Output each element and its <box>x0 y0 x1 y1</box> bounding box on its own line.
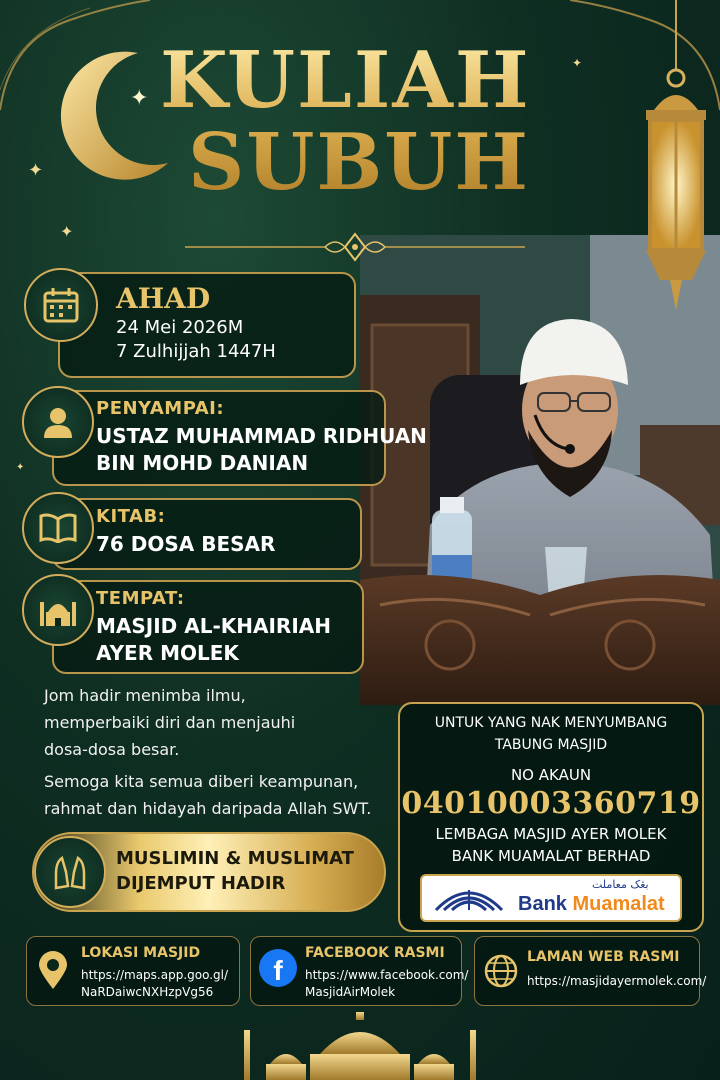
invite-text <box>116 846 354 896</box>
link-url-line: https://www.facebook.com/ <box>305 968 469 982</box>
donation-org-1: LEMBAGA MASJID AYER MOLEK <box>435 825 667 843</box>
link-location[interactable] <box>26 936 240 1006</box>
message-line: rahmat dan hidayah daripada Allah SWT. <box>44 799 372 818</box>
link-website-title: LAMAN WEB RASMI <box>527 949 680 965</box>
bank-logo-word-1: Bank <box>518 893 567 915</box>
venue-line-1: MASJID AL-KHAIRIAH <box>96 614 331 638</box>
bank-logo-jawi: بڠک معاملت <box>592 878 649 891</box>
mosque-icon <box>38 592 78 628</box>
date-text <box>116 282 276 364</box>
venue-text <box>96 588 331 667</box>
crescent-moon-icon <box>48 45 178 185</box>
ornamental-divider <box>185 232 525 262</box>
message-line: Jom hadir menimba ilmu, <box>44 686 246 705</box>
book-icon-badge <box>22 492 94 564</box>
date-day: AHAD <box>116 282 211 315</box>
praying-hands-icon-badge <box>34 836 106 908</box>
speaker-text <box>96 398 427 477</box>
message-paragraph-1 <box>44 682 295 763</box>
link-website-url: https://masjidayermolek.com/ <box>527 974 707 988</box>
account-number: 04010003360719 <box>401 786 701 821</box>
svg-text:✦: ✦ <box>130 86 149 111</box>
person-icon-badge <box>22 386 94 458</box>
link-facebook-url <box>305 967 468 1001</box>
message-line: Semoga kita semua diberi keampunan, <box>44 772 359 791</box>
speaker-name-line-1: USTAZ MUHAMMAD RIDHUAN <box>96 424 427 448</box>
link-url-line: MasjidAirMolek <box>305 985 396 999</box>
mosque-silhouette <box>230 1010 490 1080</box>
sparkle-icon: ✦ <box>28 160 44 181</box>
link-url-line: NaRDaiwcNXHzpVg56 <box>81 985 214 999</box>
bank-logo-icon <box>434 884 504 912</box>
book-value: 76 DOSA BESAR <box>96 532 276 556</box>
book-text <box>96 506 275 558</box>
lantern-icon <box>632 0 720 320</box>
link-location-url <box>81 967 228 1001</box>
praying-hands-icon <box>50 852 90 892</box>
sparkle-icon: ✦ <box>572 56 583 70</box>
book-icon <box>39 513 77 543</box>
account-label: NO AKAUN <box>510 766 592 784</box>
bank-logo-wordmark <box>518 893 665 916</box>
map-pin-icon <box>37 951 69 991</box>
book-label: KITAB: <box>96 506 166 527</box>
title-line-2: SUBUH <box>188 117 530 208</box>
message-line: dosa-dosa besar. <box>44 740 180 759</box>
calendar-icon <box>42 286 80 324</box>
donation-org-2: BANK MUAMALAT BERHAD <box>451 847 651 865</box>
date-gregorian: 24 Mei 2026M <box>116 317 244 338</box>
event-title <box>160 35 531 208</box>
bank-muamalat-logo <box>420 874 682 922</box>
sparkle-icon: ✦ <box>60 222 74 241</box>
venue-label: TEMPAT: <box>96 588 185 609</box>
globe-icon <box>483 953 519 989</box>
link-location-title: LOKASI MASJID <box>81 945 201 961</box>
message-paragraph-2 <box>44 768 371 822</box>
invite-line-1: MUSLIMIN & MUSLIMAT <box>116 848 354 869</box>
speaker-name-line-2: BIN MOHD DANIAN <box>96 451 309 475</box>
link-url-line: https://maps.app.goo.gl/ <box>81 968 229 982</box>
link-facebook-title: FACEBOOK RASMI <box>305 945 445 961</box>
facebook-icon: f <box>259 949 297 987</box>
speaker-label: PENYAMPAI: <box>96 398 225 419</box>
link-facebook[interactable] <box>250 936 469 1006</box>
link-website[interactable] <box>474 936 707 1006</box>
donation-heading-2: TABUNG MASJID <box>494 737 608 753</box>
sparkle-icon: ✦ <box>16 462 25 473</box>
title-line-1: KULIAH <box>160 35 531 126</box>
donation-heading-1: UNTUK YANG NAK MENYUMBANG <box>434 715 668 731</box>
mosque-icon-badge <box>22 574 94 646</box>
person-icon <box>41 405 75 439</box>
invite-line-2: DIJEMPUT HADIR <box>116 873 286 894</box>
calendar-icon-badge <box>24 268 98 342</box>
venue-line-2: AYER MOLEK <box>96 641 239 665</box>
message-line: memperbaiki diri dan menjauhi <box>44 713 296 732</box>
date-hijri: 7 Zulhijjah 1447H <box>116 341 276 362</box>
bank-logo-word-2: Muamalat <box>572 893 665 915</box>
